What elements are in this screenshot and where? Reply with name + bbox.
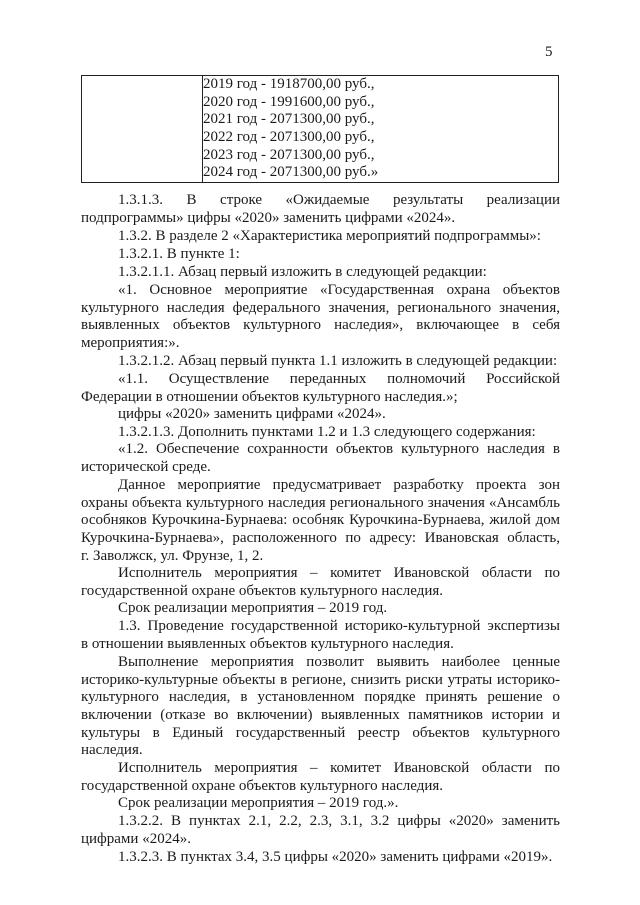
paragraph-line: 1.3.2. В разделе 2 «Характеристика мероприятий подпрограммы»:: [118, 228, 541, 244]
budget-line: 2020 год - 1991600,00 руб.,: [203, 93, 375, 110]
paragraph: [81, 813, 560, 848]
paragraph-line: государственной охране объектов культурного наследия.: [81, 582, 444, 599]
paragraph: [81, 565, 560, 600]
paragraph: [81, 264, 560, 282]
paragraph-line: Курочкина-Бурнаева», расположенного по адресу: Ивановская область,: [81, 530, 560, 547]
paragraph-line: исторической среде.: [81, 458, 211, 475]
paragraph-line: «1. Основное мероприятие «Государственная охрана объектов: [118, 282, 560, 298]
paragraph-line: «1.2. Обеспечение сохранности объектов культурного наследия в: [118, 441, 560, 457]
paragraph: [81, 353, 560, 371]
budget-table-empty-cell: [82, 76, 203, 183]
page-number: 5: [545, 44, 553, 60]
budget-line: 2019 год - 1918700,00 руб.,: [203, 76, 375, 92]
paragraph: [81, 228, 560, 246]
paragraph-line: 1.3.2.2. В пунктах 2.1, 2.2, 2.3, 3.1, 3.2 цифры «2020» заменить: [118, 813, 560, 829]
paragraph-line: наследия.: [81, 742, 143, 759]
paragraph-line: цифрами «2024».: [81, 830, 191, 847]
paragraph-line: «1.1. Осуществление переданных полномочий Российской: [118, 371, 560, 387]
paragraph-line: культурного наследия федерального значения, регионального значения,: [81, 299, 560, 316]
paragraph: [81, 849, 560, 867]
paragraph-line: включении (отказе во включении) выявленных памятников истории и: [81, 707, 560, 724]
budget-line: 2024 год - 2071300,00 руб.»: [203, 164, 379, 181]
paragraph-line: культурного наследия, в установленном порядке принять решение о: [81, 689, 560, 706]
paragraph: [81, 246, 560, 264]
paragraph-line: Данное мероприятие предусматривает разработку проекта зон: [118, 477, 560, 493]
paragraph-line: государственной охране объектов культурного наследия.: [81, 777, 444, 794]
paragraph-line: Срок реализации мероприятия – 2019 год.: [118, 600, 388, 616]
paragraph-line: в отношении выявленных объектов культурного наследия.: [81, 635, 454, 652]
paragraph: [81, 618, 560, 653]
budget-line: 2023 год - 2071300,00 руб.,: [203, 146, 375, 163]
paragraph-line: 1.3.1.3. В строке «Ожидаемые результаты реализации: [118, 192, 560, 208]
paragraph-line: цифры «2020» заменить цифрами «2024».: [118, 406, 386, 422]
paragraph-line: Выполнение мероприятия позволит выявить наиболее ценные: [118, 654, 560, 670]
paragraph-line: историко-культурные объекты в регионе, снизить риски утраты историко-: [81, 671, 560, 688]
paragraph-line: Срок реализации мероприятия – 2019 год.».: [118, 795, 399, 811]
paragraph-line: 1.3.2.1.3. Дополнить пунктами 1.2 и 1.3 следующего содержания:: [118, 424, 536, 440]
paragraph-line: 1.3.2.1.2. Абзац первый пункта 1.1 изложить в следующей редакции:: [118, 353, 558, 369]
paragraph-line: особняков Курочкина-Бурнаева: особняк Курочкина-Бурнаева, жилой дом: [81, 512, 560, 529]
paragraph: [81, 795, 560, 813]
paragraph-line: выявленных объектов культурного наследия», включающее в себя: [81, 317, 560, 334]
budget-table-values-cell: [203, 76, 559, 183]
paragraph-line: 1.3. Проведение государственной историко-культурной экспертизы: [118, 618, 560, 634]
paragraph-line: охраны объекта культурного наследия регионального значения «Ансамбль: [81, 494, 560, 511]
paragraph-line: 1.3.2.3. В пунктах 3.4, 3.5 цифры «2020» заменить цифрами «2019».: [118, 849, 553, 865]
paragraph: [81, 760, 560, 795]
paragraph: [81, 406, 560, 424]
paragraph-line: культуры в Единый государственный реестр объектов культурного: [81, 724, 560, 741]
paragraph: [81, 371, 560, 406]
paragraph: [81, 282, 560, 353]
paragraph-line: 1.3.2.1.1. Абзац первый изложить в следующей редакции:: [118, 264, 487, 280]
budget-line: 2021 год - 2071300,00 руб.,: [203, 111, 375, 128]
paragraph: [81, 424, 560, 442]
paragraph-line: подпрограммы» цифры «2020» заменить цифрами «2024».: [81, 209, 456, 226]
paragraph-line: Федерации в отношении объектов культурного наследия.»;: [81, 388, 458, 405]
paragraph-line: г. Заволжск, ул. Фрунзе, 1, 2.: [81, 547, 264, 564]
paragraph: [81, 441, 560, 476]
paragraph: [81, 600, 560, 618]
paragraph-line: мероприятия:».: [81, 335, 180, 352]
paragraph: [81, 654, 560, 760]
budget-line: 2022 год - 2071300,00 руб.,: [203, 129, 375, 146]
paragraph-line: Исполнитель мероприятия – комитет Ивановской области по: [118, 760, 560, 776]
paragraph-line: 1.3.2.1. В пункте 1:: [118, 246, 240, 262]
budget-table: [81, 75, 559, 183]
paragraph-line: Исполнитель мероприятия – комитет Ивановской области по: [118, 565, 560, 581]
paragraph: [81, 192, 560, 227]
paragraph: [81, 477, 560, 565]
